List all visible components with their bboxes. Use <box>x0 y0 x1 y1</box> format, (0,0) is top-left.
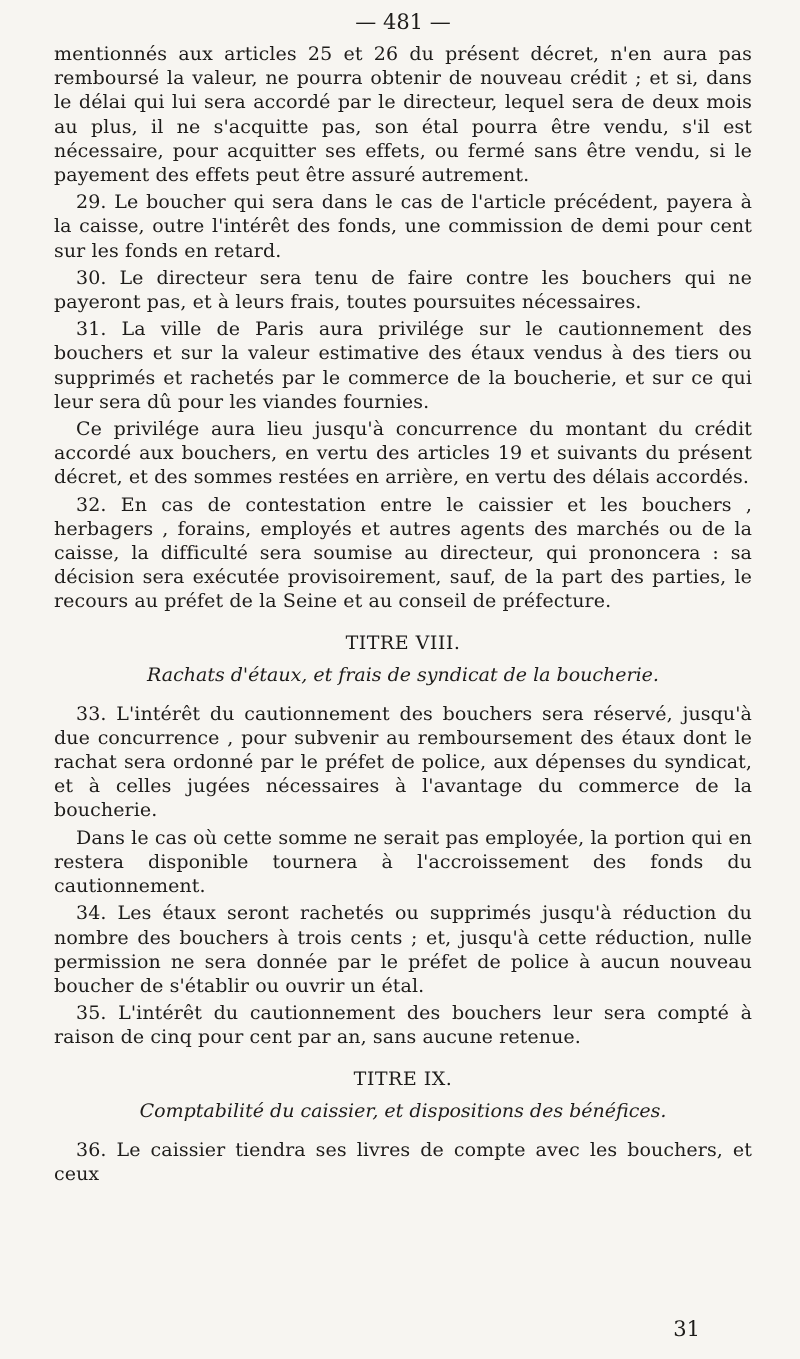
paragraph-article-35: 35. L'intérêt du cautionnement des bouchers leur sera compté à raison de cinq pour cent par an, sans aucune retenue. <box>54 1002 752 1049</box>
paragraph-article-31-privilege: Ce privilége aura lieu jusqu'à concurrence du montant du crédit accordé aux bouchers, en vertu des articles 19 et suivants du présent décret, et des sommes restées en arrière, en vertu des délais accordés. <box>54 418 752 489</box>
title-ix-subtitle: Comptabilité du caissier, et dispositions des bénéfices. <box>139 1099 667 1122</box>
paragraph-article-34: 34. Les étaux seront rachetés ou supprimés jusqu'à réduction du nombre des bouchers à trois cents ; et, jusqu'à cette réduction, nulle permission ne sera donnée par le préfet de police à aucun nouveau boucher de s'établir ou ouvrir un étal. <box>54 902 752 997</box>
title-viii-heading: TITRE VIII. <box>345 631 461 654</box>
title-viii-subtitle: Rachats d'étaux, et frais de syndicat de la boucherie. <box>147 663 659 686</box>
paragraph-article-36: 36. Le caissier tiendra ses livres de compte avec les bouchers, et ceux <box>54 1138 752 1185</box>
paragraph-article-32: 32. En cas de contestation entre le caissier et les bouchers , herbagers , forains, employés et autres agents des marchés ou de la caisse, la difficulté sera soumise au directeur, qui prononcera : sa décision sera exécutée provisoirement, sauf, de la part des parties, le recours au préfet de la Seine et au conseil de préfecture. <box>54 493 752 613</box>
paragraph-article-33: 33. L'intérêt du cautionnement des bouchers sera réservé, jusqu'à due concurrence , pour subvenir au remboursement des étaux dont le rachat sera ordonné par le préfet de police, aux dépenses du syndicat, et à celles jugées nécessaires à l'avantage du commerce de la boucherie. <box>54 702 752 822</box>
paragraph-article-31: 31. La ville de Paris aura privilége sur le cautionnement des bouchers et sur la valeur estimative des étaux vendus à des tiers ou supprimés et rachetés par le commerce de la boucherie, et sur ce qui leur sera dû pour les viandes fournies. <box>54 318 752 413</box>
page-number: — 481 — <box>355 10 451 34</box>
title-ix-heading: TITRE IX. <box>353 1067 453 1090</box>
paragraph-article-30: 30. Le directeur sera tenu de faire contre les bouchers qui ne payeront pas, et à leurs frais, toutes poursuites nécessaires. <box>54 266 752 314</box>
paragraph-article-33-remainder: Dans le cas où cette somme ne serait pas employée, la portion qui en restera disponible tournera à l'accroissement des fonds du cautionnement. <box>54 826 752 898</box>
paragraph-article-29: 29. Le boucher qui sera dans le cas de l'article précédent, payera à la caisse, outre l'intérêt des fonds, une commission de demi pour cent sur les fonds en retard. <box>54 191 752 262</box>
paragraph-article-28-continued: mentionnés aux articles 25 et 26 du présent décret, n'en aura pas remboursé la valeur, ne pourra obtenir de nouveau crédit ; et si, dans le délai qui lui sera accordé par le directeur, lequel sera de deux mois au plus, il ne s'acquitte pas, son étal pourra être vendu, s'il est nécessaire, pour acquitter ses effets, ou fermé sans être vendu, si le payement des effets peut être assuré autrement. <box>54 43 752 187</box>
signature-mark: 31 <box>673 1317 700 1341</box>
